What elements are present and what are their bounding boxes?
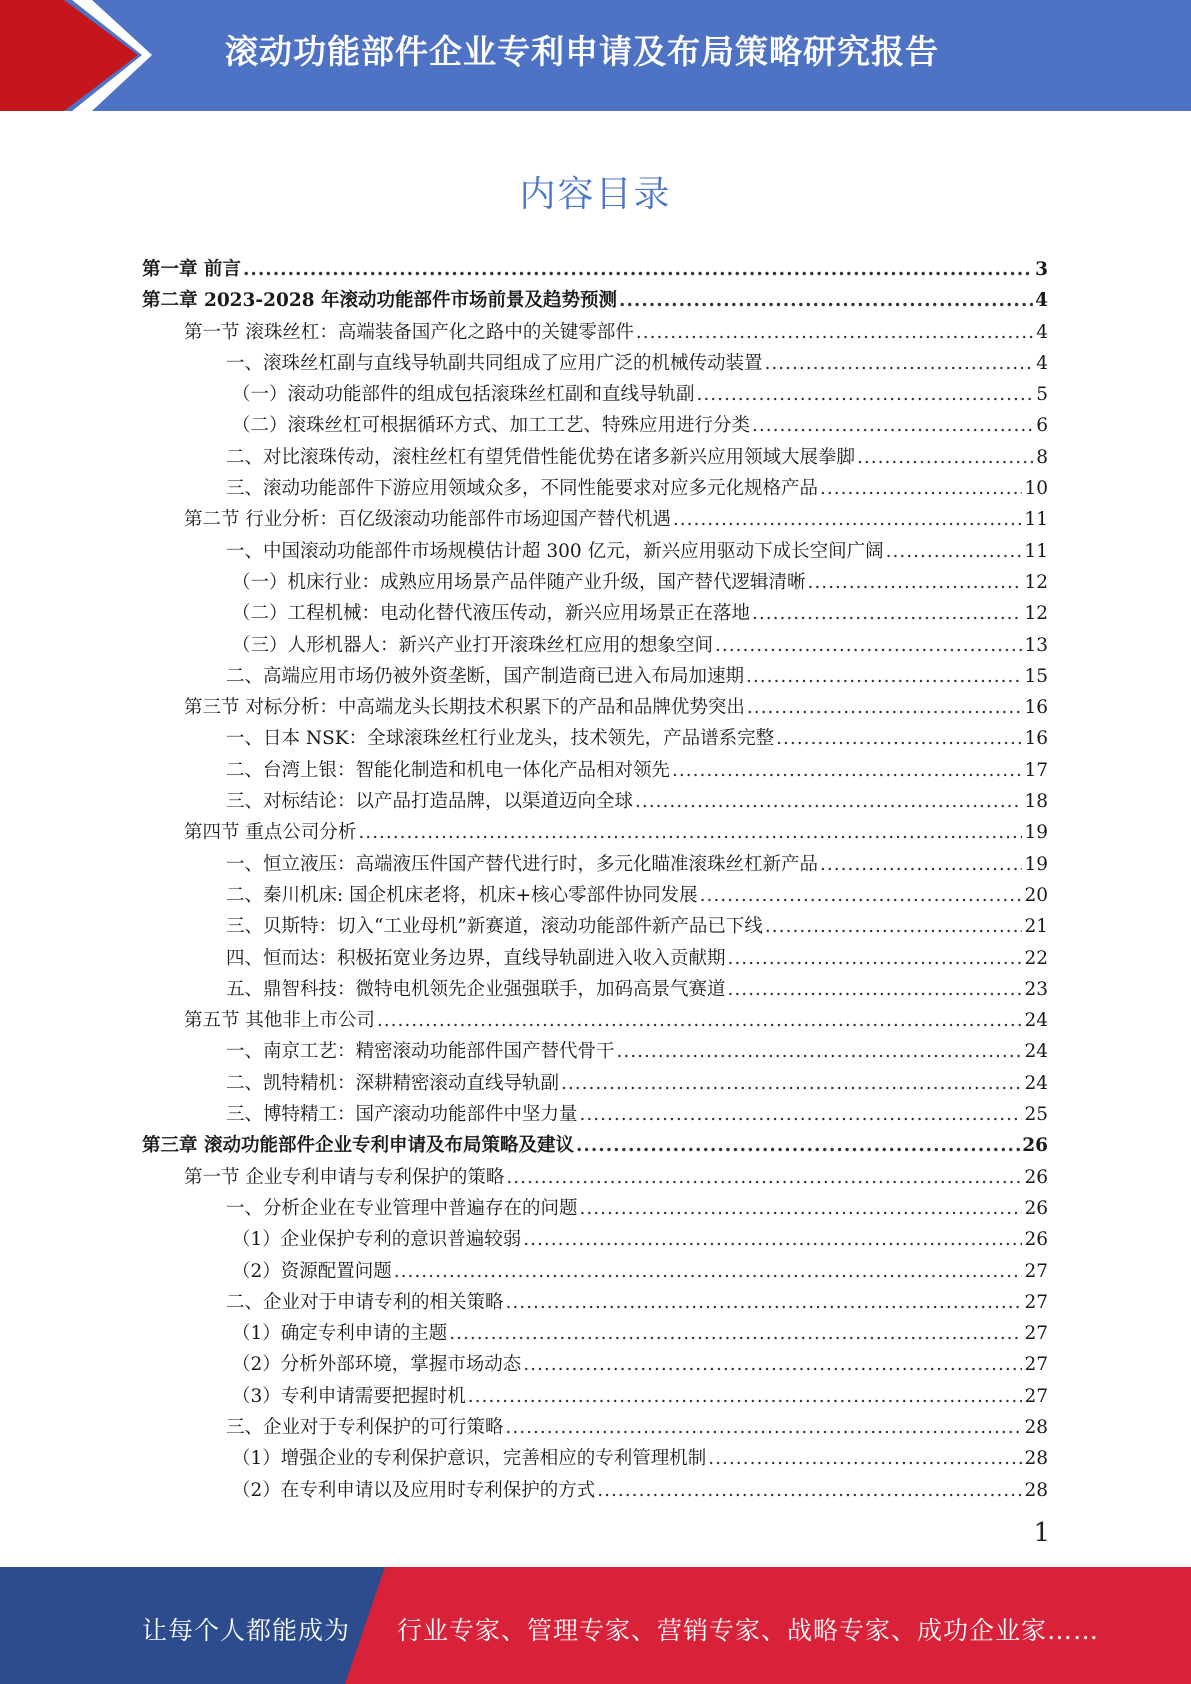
toc-entry-page: 11 xyxy=(1024,509,1048,531)
toc-entry-title: 五、鼎智科技：微特电机领先企业强强联手，加码高景气赛道 xyxy=(226,978,726,1000)
toc-entry-page: 4 xyxy=(1036,321,1048,343)
toc-entry[interactable] xyxy=(142,1256,1048,1287)
footer-lead-text: 让每个人都能成为 xyxy=(142,1616,351,1645)
toc-entry[interactable] xyxy=(142,410,1048,441)
toc-entry-title: （1）企业保护专利的意识普遍较弱 xyxy=(232,1229,522,1251)
toc-entry-page: 26 xyxy=(1024,1229,1048,1251)
toc-leader-dots xyxy=(523,1349,1022,1380)
toc-entry[interactable] xyxy=(142,692,1048,723)
toc-leader-dots xyxy=(619,285,1033,316)
toc-entry-page: 5 xyxy=(1036,384,1048,406)
toc-entry-title: 二、凯特精机：深耕精密滚动直线导轨副 xyxy=(226,1072,560,1094)
toc-entry-title: 第二节 行业分析：百亿级滚动功能部件市场迎国产替代机遇 xyxy=(184,509,671,531)
toc-leader-dots xyxy=(765,348,1035,379)
toc-leader-dots xyxy=(636,317,1034,348)
toc-entry-title: （3）专利申请需要把握时机 xyxy=(232,1385,466,1407)
toc-entry-title: （三）人形机器人：新兴产业打开滚珠丝杠应用的想象空间 xyxy=(232,634,714,656)
toc-leader-dots xyxy=(597,1475,1022,1506)
toc-entry-page: 28 xyxy=(1024,1416,1048,1438)
toc-entry-page: 28 xyxy=(1024,1479,1048,1501)
toc-entry[interactable] xyxy=(142,567,1048,598)
toc-entry-page: 27 xyxy=(1024,1385,1048,1407)
toc-leader-dots xyxy=(449,1318,1022,1349)
toc-leader-dots xyxy=(697,379,1035,410)
toc-entry-title: 二、企业对于申请专利的相关策略 xyxy=(226,1291,504,1313)
toc-leader-dots xyxy=(820,849,1022,880)
toc-entry-title: 第三章 滚动功能部件企业专利申请及布局策略及建议 xyxy=(142,1135,574,1157)
toc-entry[interactable] xyxy=(142,1349,1048,1380)
toc-entry-page: 22 xyxy=(1024,947,1048,969)
toc-leader-dots xyxy=(728,974,1023,1005)
toc-entry-title: （2）在专利申请以及应用时专利保护的方式 xyxy=(232,1479,596,1501)
toc-entry[interactable] xyxy=(142,473,1048,504)
toc-leader-dots xyxy=(728,943,1023,974)
toc-leader-dots xyxy=(580,1193,1023,1224)
toc-entry[interactable] xyxy=(142,1224,1048,1255)
toc-entry-page: 11 xyxy=(1024,540,1048,562)
toc-leader-dots xyxy=(394,1256,1023,1287)
toc-entry-title: （1）增强企业的专利保护意识，完善相应的专利管理机制 xyxy=(232,1448,707,1470)
toc-entry-title: 二、对比滚珠传动，滚柱丝杠有望凭借性能优势在诸多新兴应用领域大展拳脚 xyxy=(226,446,856,468)
toc-entry-title: 第一节 滚珠丝杠：高端装备国产化之路中的关键零部件 xyxy=(184,321,634,343)
toc-entry-title: 三、贝斯特：切入“工业母机”新赛道，滚动功能部件新产品已下线 xyxy=(226,916,763,938)
toc-leader-dots xyxy=(747,692,1023,723)
toc-entry-page: 28 xyxy=(1024,1448,1048,1470)
toc-entry-page: 18 xyxy=(1024,791,1048,813)
toc-entry[interactable] xyxy=(142,817,1048,848)
footer-slogan: 行业专家、管理专家、营销专家、战略专家、成功企业家…… xyxy=(397,1616,1100,1645)
toc-leader-dots xyxy=(523,1224,1022,1255)
toc-entry-title: （一）机床行业：成熟应用场景产品伴随产业升级，国产替代逻辑清晰 xyxy=(232,571,806,593)
toc-leader-dots xyxy=(715,630,1022,661)
toc-leader-dots xyxy=(673,504,1023,535)
toc-entry-page: 8 xyxy=(1036,446,1048,468)
toc-leader-dots xyxy=(561,1068,1022,1099)
toc-entry[interactable] xyxy=(142,536,1048,567)
toc-entry-title: 二、台湾上银：智能化制造和机电一体化产品相对领先 xyxy=(226,759,671,781)
toc-entry-title: 一、滚珠丝杠副与直线导轨副共同组成了应用广泛的机械传动装置 xyxy=(226,352,763,374)
toc-entry-page: 13 xyxy=(1024,634,1048,656)
toc-entry[interactable] xyxy=(142,630,1048,661)
toc-entry-page: 4 xyxy=(1036,352,1048,374)
toc-entry-page: 17 xyxy=(1024,759,1048,781)
toc-entry[interactable] xyxy=(142,1036,1048,1067)
toc-entry-page: 23 xyxy=(1024,978,1048,1000)
toc-entry[interactable] xyxy=(142,1068,1048,1099)
toc-entry[interactable] xyxy=(142,661,1048,692)
toc-entry[interactable] xyxy=(142,348,1048,379)
toc-entry[interactable] xyxy=(142,723,1048,754)
toc-leader-dots xyxy=(886,536,1023,567)
report-title: 滚动功能部件企业专利申请及布局策略研究报告 xyxy=(225,32,939,71)
toc-entry[interactable] xyxy=(142,974,1048,1005)
toc-entry-page: 25 xyxy=(1024,1104,1048,1126)
toc-leader-dots xyxy=(752,410,1034,441)
toc-entry[interactable] xyxy=(142,442,1048,473)
toc-entry[interactable] xyxy=(142,317,1048,348)
toc-entry-page: 24 xyxy=(1024,1010,1048,1032)
toc-entry-title: 三、对标结论：以产品打造品牌，以渠道迈向全球 xyxy=(226,791,634,813)
toc-leader-dots xyxy=(765,911,1023,942)
toc-leader-dots xyxy=(820,473,1022,504)
toc-leader-dots xyxy=(752,598,1022,629)
toc-entry-page: 19 xyxy=(1024,822,1048,844)
toc-leader-dots xyxy=(506,1162,1022,1193)
toc-entry-title: （2）资源配置问题 xyxy=(232,1260,392,1282)
toc-entry-page: 26 xyxy=(1022,1135,1048,1157)
toc-entry-title: 第五节 其他非上市公司 xyxy=(184,1010,375,1032)
toc-entry[interactable] xyxy=(142,1412,1048,1443)
toc-entry-title: 第一节 企业专利申请与专利保护的策略 xyxy=(184,1166,505,1188)
footer-banner xyxy=(0,1567,1191,1684)
toc-entry[interactable] xyxy=(142,1099,1048,1130)
toc-entry[interactable] xyxy=(142,943,1048,974)
toc-entry-title: 第三节 对标分析：中高端龙头长期技术积累下的产品和品牌优势突出 xyxy=(184,697,745,719)
toc-entry-title: 第一章 前言 xyxy=(142,259,241,280)
header-banner xyxy=(0,0,1191,111)
toc-leader-dots xyxy=(808,567,1023,598)
toc-entry-page: 27 xyxy=(1024,1260,1048,1282)
toc-entry[interactable] xyxy=(142,1162,1048,1193)
toc-entry[interactable] xyxy=(142,849,1048,880)
toc-leader-dots xyxy=(857,442,1034,473)
toc-leader-dots xyxy=(746,661,1022,692)
toc-entry[interactable] xyxy=(142,379,1048,410)
toc-entry-title: （二）滚珠丝杠可根据循环方式、加工工艺、特殊应用进行分类 xyxy=(232,415,751,437)
toc-entry-page: 24 xyxy=(1024,1041,1048,1063)
toc-entry-title: 一、南京工艺：精密滚动功能部件国产替代骨干 xyxy=(226,1041,615,1063)
toc-leader-dots xyxy=(243,254,1033,285)
toc-leader-dots xyxy=(377,1005,1023,1036)
toc-entry-title: 四、恒而达：积极拓宽业务边界，直线导轨副进入收入贡献期 xyxy=(226,947,726,969)
toc-entry-title: 二、秦川机床: 国企机床老将，机床+核心零部件协同发展 xyxy=(226,884,698,906)
toc-entry[interactable] xyxy=(142,504,1048,535)
toc-entry[interactable] xyxy=(142,911,1048,942)
toc-entry-page: 4 xyxy=(1035,290,1048,312)
toc-leader-dots xyxy=(617,1036,1023,1067)
toc-entry[interactable] xyxy=(142,285,1048,316)
toc-leader-dots xyxy=(506,1287,1023,1318)
toc-entry[interactable] xyxy=(142,1318,1048,1349)
toc-leader-dots xyxy=(468,1381,1023,1412)
toc-entry[interactable] xyxy=(142,254,1048,285)
toc-entry-page: 27 xyxy=(1024,1354,1048,1376)
toc-entry-page: 26 xyxy=(1024,1197,1048,1219)
toc-entry-page: 6 xyxy=(1036,415,1048,437)
toc-entry-title: 三、滚动功能部件下游应用领域众多，不同性能要求对应多元化规格产品 xyxy=(226,478,819,500)
toc-entry-title: （2）分析外部环境，掌握市场动态 xyxy=(232,1354,522,1376)
toc-leader-dots xyxy=(700,880,1023,911)
toc-entry-title: （一）滚动功能部件的组成包括滚珠丝杠副和直线导轨副 xyxy=(232,384,695,406)
toc-entry-page: 27 xyxy=(1024,1323,1048,1345)
page-number: 1 xyxy=(1033,1518,1050,1548)
toc-entry-title: 一、中国滚动功能部件市场规模估计超 300 亿元，新兴应用驱动下成长空间广阔 xyxy=(226,540,884,562)
toc-leader-dots xyxy=(672,755,1022,786)
table-of-contents xyxy=(142,254,1048,1506)
toc-entry-title: 二、高端应用市场仍被外资垄断，国产制造商已进入布局加速期 xyxy=(226,665,745,687)
toc-entry-page: 27 xyxy=(1024,1291,1048,1313)
toc-entry[interactable] xyxy=(142,1443,1048,1474)
toc-leader-dots xyxy=(635,786,1022,817)
toc-entry-title: （1）确定专利申请的主题 xyxy=(232,1323,448,1345)
toc-entry-title: 一、分析企业在专业管理中普遍存在的问题 xyxy=(226,1197,578,1219)
toc-entry-page: 16 xyxy=(1024,728,1048,750)
toc-entry-title: （二）工程机械：电动化替代液压传动，新兴应用场景正在落地 xyxy=(232,603,751,625)
toc-entry-page: 15 xyxy=(1024,665,1048,687)
toc-entry[interactable] xyxy=(142,1193,1048,1224)
toc-entry-title: 一、恒立液压：高端液压件国产替代进行时，多元化瞄准滚珠丝杠新产品 xyxy=(226,853,819,875)
toc-entry[interactable] xyxy=(142,598,1048,629)
toc-leader-dots xyxy=(506,1412,1023,1443)
toc-entry-page: 12 xyxy=(1024,603,1048,625)
toc-leader-dots xyxy=(358,817,1022,848)
toc-entry-page: 20 xyxy=(1024,884,1048,906)
toc-leader-dots xyxy=(576,1130,1020,1161)
toc-entry-page: 16 xyxy=(1024,697,1048,719)
toc-entry-page: 24 xyxy=(1024,1072,1048,1094)
toc-entry[interactable] xyxy=(142,1381,1048,1412)
toc-leader-dots xyxy=(580,1099,1023,1130)
header-red-arrow xyxy=(0,0,138,111)
toc-leader-dots xyxy=(708,1443,1022,1474)
toc-entry-page: 3 xyxy=(1035,259,1048,280)
toc-entry-title: 三、博特精工：国产滚动功能部件中坚力量 xyxy=(226,1104,578,1126)
toc-entry-page: 26 xyxy=(1024,1166,1048,1188)
toc-leader-dots xyxy=(776,723,1022,754)
toc-heading: 内容目录 xyxy=(519,174,672,215)
toc-entry-title: 第二章 2023-2028 年滚动功能部件市场前景及趋势预测 xyxy=(142,290,618,312)
toc-entry[interactable] xyxy=(142,880,1048,911)
toc-entry-page: 12 xyxy=(1024,571,1048,593)
toc-entry-title: 三、企业对于专利保护的可行策略 xyxy=(226,1416,504,1438)
toc-entry[interactable] xyxy=(142,1287,1048,1318)
toc-entry-page: 21 xyxy=(1024,916,1048,938)
toc-entry[interactable] xyxy=(142,1130,1048,1161)
toc-entry[interactable] xyxy=(142,786,1048,817)
toc-entry[interactable] xyxy=(142,1475,1048,1506)
toc-entry-page: 10 xyxy=(1024,478,1048,500)
toc-entry-title: 一、日本 NSK：全球滚珠丝杠行业龙头，技术领先，产品谱系完整 xyxy=(226,728,775,750)
toc-entry[interactable] xyxy=(142,1005,1048,1036)
toc-entry-page: 19 xyxy=(1024,853,1048,875)
toc-entry-title: 第四节 重点公司分析 xyxy=(184,822,357,844)
toc-entry[interactable] xyxy=(142,755,1048,786)
